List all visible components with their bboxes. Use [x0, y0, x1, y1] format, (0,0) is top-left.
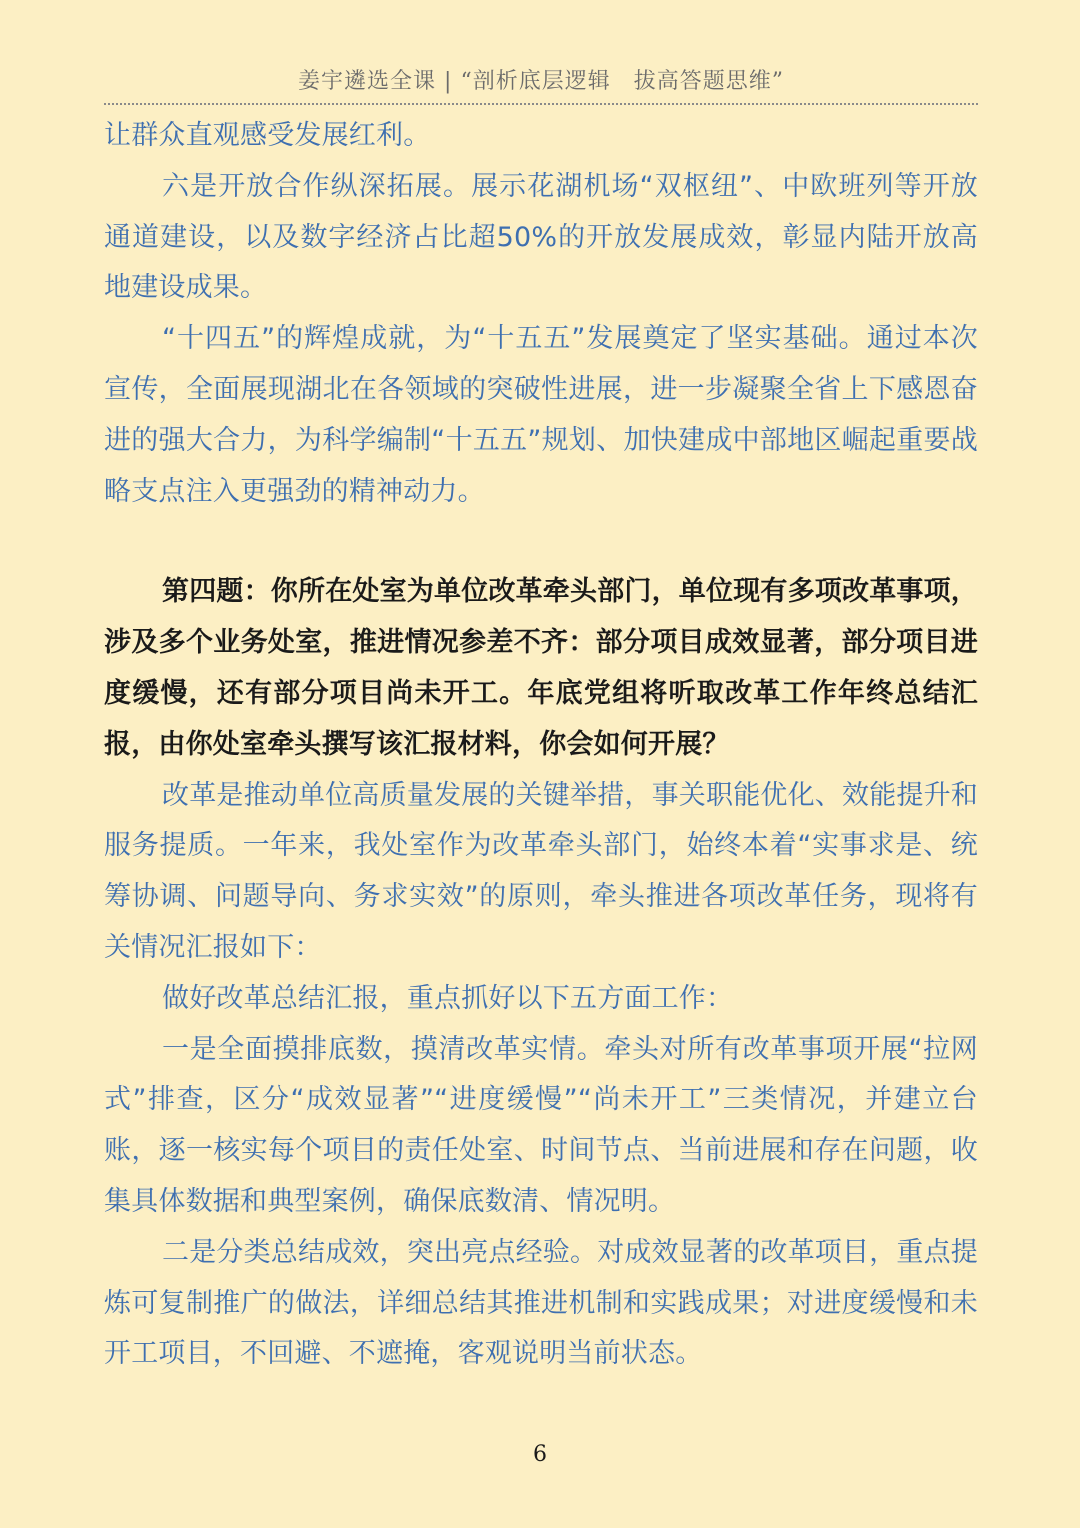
- paragraph-point-six: 六是开放合作纵深拓展。展示花湖机场“双枢纽”、中欧班列等开放通道建设，以及数字经济占比超50%的开放发展成效，彰显内陆开放高地建设成果。: [104, 170, 978, 304]
- paragraph-continuation: 让群众直观感受发展红利。: [104, 120, 431, 151]
- answer-point-one: 一是全面摸排底数，摸清改革实情。牵头对所有改革事项开展“拉网式”排查，区分“成效显著”“进度缓慢”“尚未开工”三类情况，并建立台账，逐一核实每个项目的责任处室、时间节点、当前进展和存在问题，收集具体数据和典型案例，确保底数清、情况明。: [104, 1033, 978, 1217]
- document-body: [104, 111, 978, 1380]
- page-header: 姜宇遴选全课 | “剖析底层逻辑 拔高答题思维”: [298, 69, 784, 94]
- answer-point-two: 二是分类总结成效，突出亮点经验。对成效显著的改革项目，重点提炼可复制推广的做法，详细总结其推进机制和实践成果；对进度缓慢和未开工项目，不回避、不遮掩，客观说明当前状态。: [104, 1236, 978, 1370]
- header-divider: [104, 103, 978, 105]
- answer-intro: 改革是推动单位高质量发展的关键举措，事关职能优化、效能提升和服务提质。一年来，我处室作为改革牵头部门，始终本着“实事求是、统筹协调、问题导向、务求实效”的原则，牵头推进各项改革任务，现将有关情况汇报如下：: [104, 779, 978, 963]
- paragraph-conclusion: “十四五”的辉煌成就，为“十五五”发展奠定了坚实基础。通过本次宣传，全面展现湖北在各领域的突破性进展，进一步凝聚全省上下感恩奋进的强大合力，为科学编制“十五五”规划、加快建成中部地区崛起重要战略支点注入更强劲的精神动力。: [104, 323, 978, 507]
- page-number: 6: [533, 1442, 547, 1467]
- section-spacer: [104, 517, 978, 567]
- question-four: 第四题：你所在处室为单位改革牵头部门，单位现有多项改革事项，涉及多个业务处室，推进情况参差不齐：部分项目成效显著，部分项目进度缓慢，还有部分项目尚未开工。年底党组将听取改革工作年终总结汇报，由你处室牵头撰写该汇报材料，你会如何开展？: [104, 576, 978, 760]
- answer-overview: 做好改革总结汇报，重点抓好以下五方面工作：: [162, 982, 734, 1014]
